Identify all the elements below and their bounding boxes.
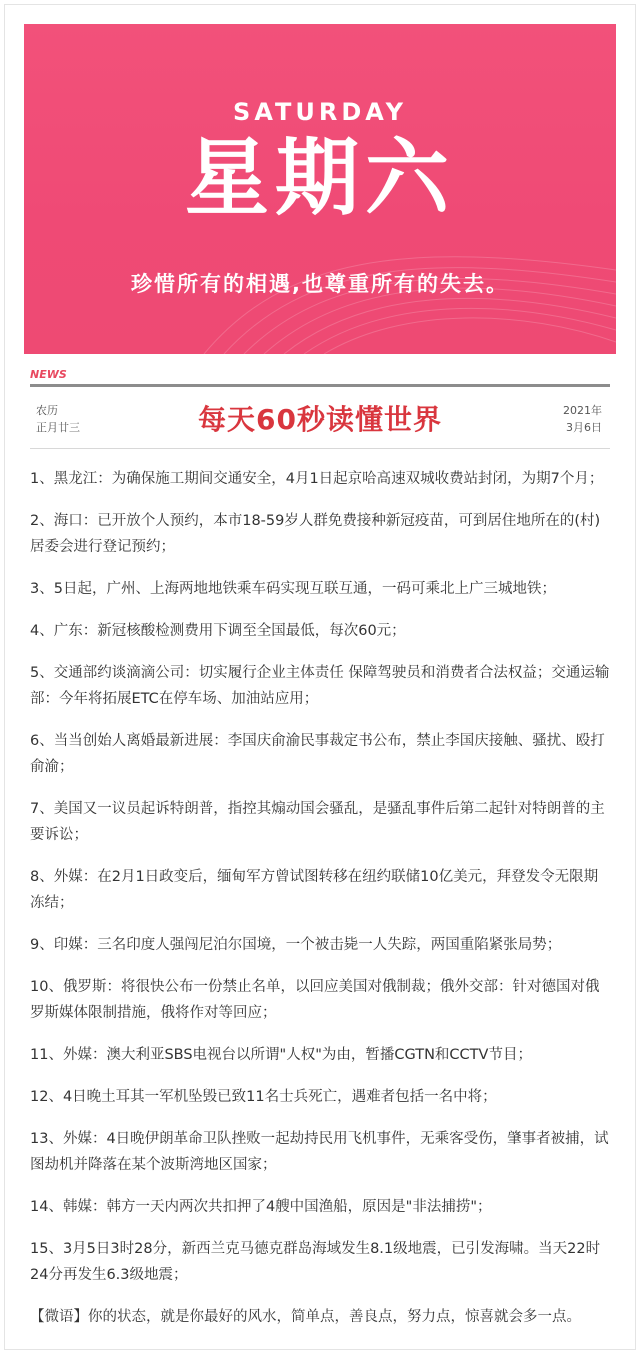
news-item: 8、外媒：在2月1日政变后，缅甸军方曾试图转移在纽约联储10亿美元，拜登发令无限期冻结； [30, 869, 599, 911]
news-item: 3、5日起，广州、上海两地地铁乘车码实现互联互通，一码可乘北上广三城地铁； [30, 581, 556, 597]
news-item: 1、黑龙江：为确保施工期间交通安全，4月1日起京哈高速双城收费站封闭，为期7个月； [30, 471, 604, 487]
news-item: 5、交通部约谈滴滴公司：切实履行企业主体责任 保障驾驶员和消费者合法权益；交通运输部：今年将拓展ETC在停车场、加油站应用； [30, 665, 610, 707]
news-item: 6、当当创始人离婚最新进展：李国庆俞渝民事裁定书公布，禁止李国庆接触、骚扰、殴打俞渝； [30, 733, 605, 775]
news-item: 9、印媒：三名印度人强闯尼泊尔国境，一个被击毙一人失踪，两国重陷紧张局势； [30, 937, 562, 953]
weekday-english: SATURDAY [233, 98, 407, 126]
weekday-chinese: 星期六 [184, 129, 455, 227]
header-rule-top [30, 384, 610, 387]
news-item: 15、3月5日3时28分，新西兰克马德克群岛海域发生8.1级地震，已引发海啸。当天22时24分再发生6.3级地震； [30, 1241, 601, 1283]
news-item: 10、俄罗斯：将很快公布一份禁止名单，以回应美国对俄制裁；俄外交部：针对德国对俄罗斯媒体限制措施，俄将作对等回应； [30, 979, 600, 1021]
header-rule-bottom [30, 448, 610, 449]
news-item: 7、美国又一议员起诉特朗普，指控其煽动国会骚乱，是骚乱事件后第二起针对特朗普的主要诉讼； [30, 801, 605, 843]
news-item: 12、4日晚土耳其一军机坠毁已致11名士兵死亡，遇难者包括一名中将； [30, 1089, 497, 1105]
page-title: 每天60秒读懂世界 [198, 403, 442, 436]
lunar-label: 农历 [36, 404, 58, 417]
date-month-day: 3月6日 [566, 421, 602, 434]
gregorian-date [563, 402, 602, 436]
news-item: 13、外媒：4日晚伊朗革命卫队挫败一起劫持民用飞机事件，无乘客受伤，肇事者被捕，试图劫机并降落在某个波斯湾地区国家； [30, 1131, 609, 1173]
weekday-banner [24, 24, 616, 354]
news-label: NEWS [30, 368, 67, 381]
banner-motto: 珍惜所有的相遇,也尊重所有的失去。 [131, 272, 509, 296]
news-item: 11、外媒：澳大利亚SBS电视台以所谓"人权"为由，暂播CGTN和CCTV节目； [30, 1047, 532, 1063]
lunar-value: 正月廿三 [36, 421, 80, 434]
news-item: 2、海口：已开放个人预约，本市18-59岁人群免费接种新冠疫苗，可到居住地所在的(村)居委会进行登记预约； [30, 513, 601, 555]
news-item: 4、广东：新冠核酸检测费用下调至全国最低，每次60元； [30, 623, 406, 639]
closing-quote: 【微语】你的状态，就是你最好的风水，简单点，善良点，努力点，惊喜就会多一点。 [30, 1309, 581, 1325]
news-list [30, 466, 612, 1330]
news-item: 14、韩媒：韩方一天内两次共扣押了4艘中国渔船，原因是"非法捕捞"； [30, 1199, 492, 1215]
date-year: 2021年 [563, 404, 602, 417]
